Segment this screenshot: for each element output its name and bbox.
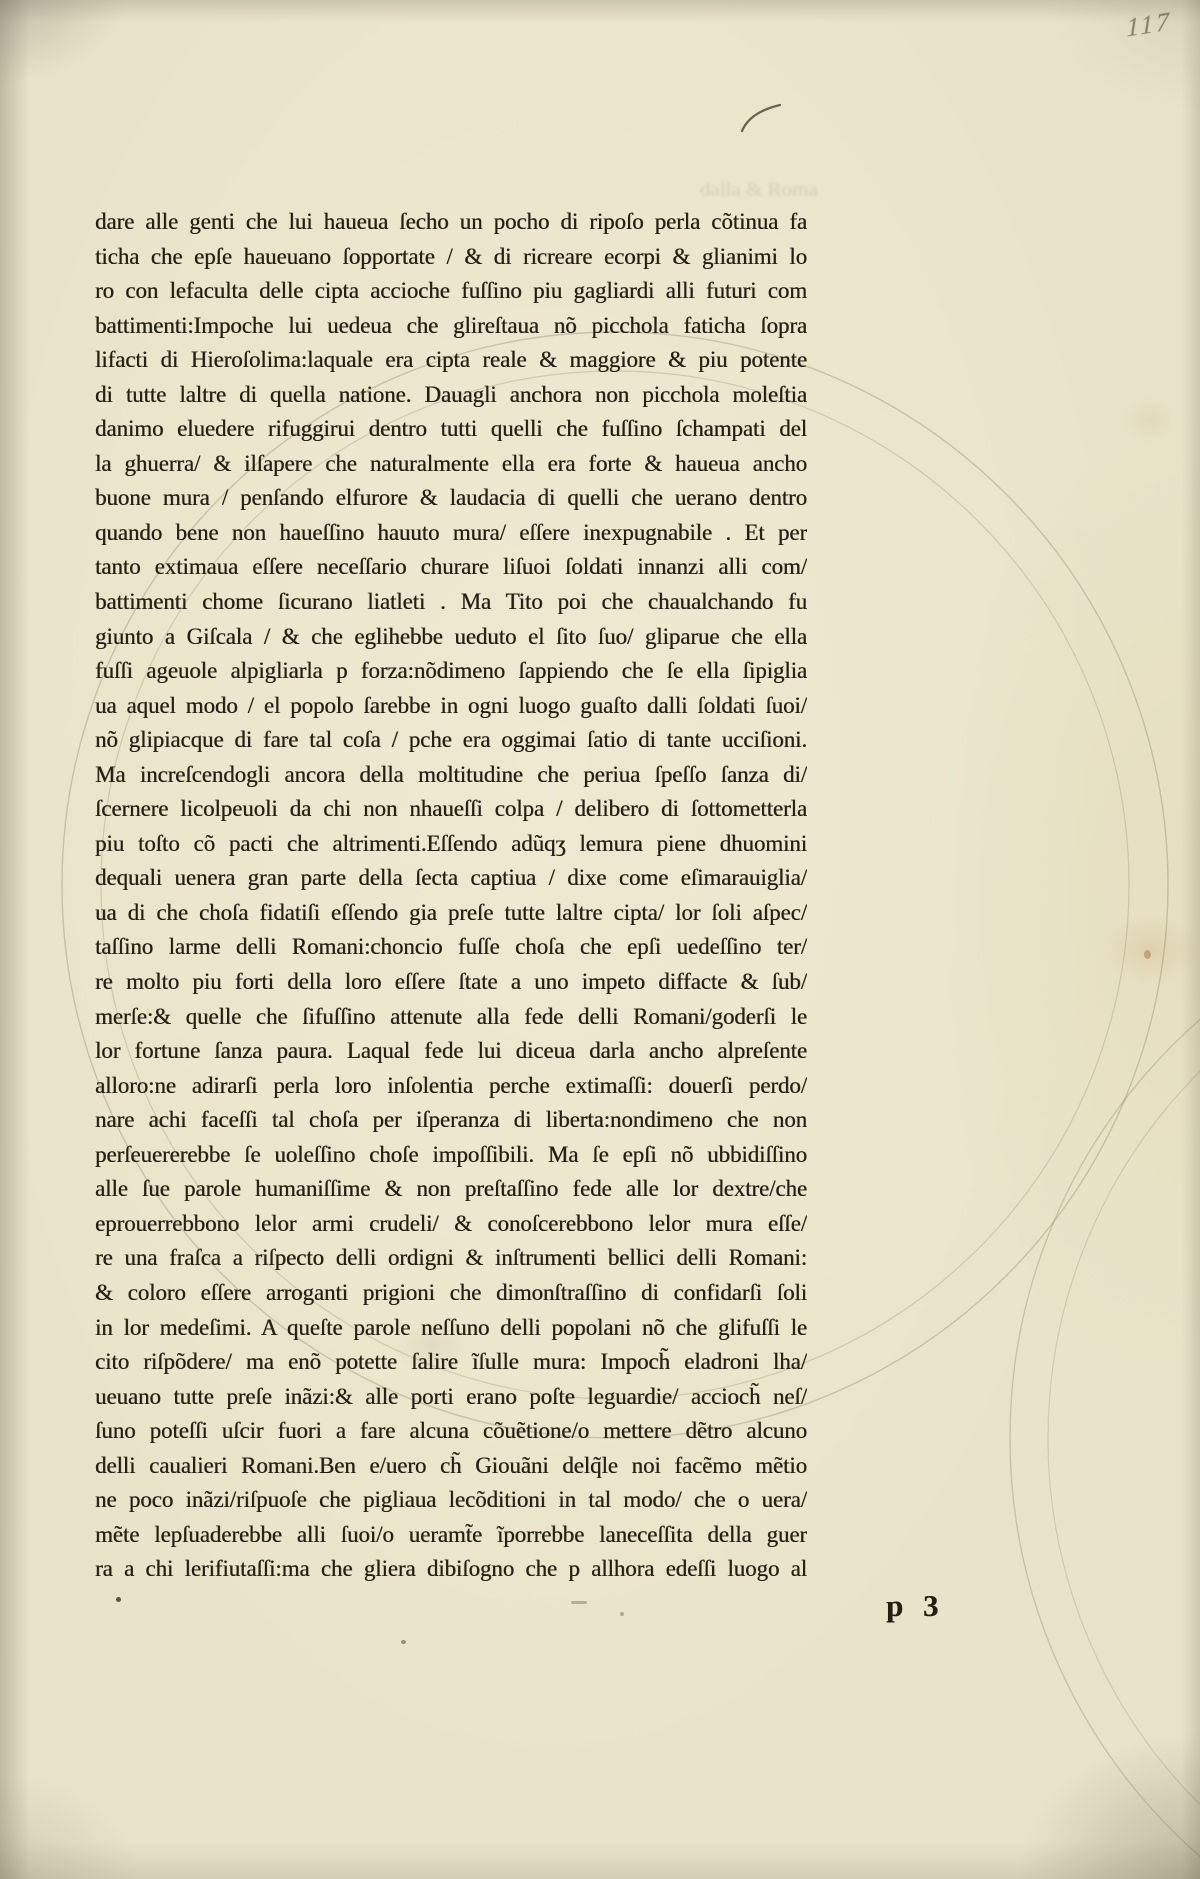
text-line: nõ glipiacque di fare tal coſa / pche era oggimai ſatio di tante ucciſioni. [95,727,807,753]
text-line: ſuno poteſſi uſcir fuori a fare alcuna cõuẽtione/o mettere dẽtro alcuno [95,1418,807,1444]
text-line: ueuano tutte preſe inãzi:& alle porti erano poſte leguardie/ accioch̃ neſ/ [95,1383,807,1409]
text-line: buone mura / penſando elfurore & laudacia di quelli che uerano dentro [95,485,807,511]
text-line: Ma increſcendogli ancora della moltitudine che periua ſpeſſo ſanza di/ [95,761,807,787]
text-line: dare alle genti che lui haueua ſecho un pocho di ripoſo perla cõtinua fa [95,209,807,234]
text-line: battimenti:Impoche lui uedeua che glireſtaua nõ picchola faticha ſopra [95,312,807,338]
text-line: lor fortune ſanza paura. Laqual fede lui diceua darla ancho alpreſente [95,1038,807,1064]
ink-speck [620,1612,624,1616]
text-line: taſſino larme delli Romani:choncio fuſſe choſa che epſi uedeſſino ter/ [95,934,807,960]
text-line: la ghuerra/ & ilſapere che naturalmente ella era forte & haueua ancho [95,450,807,476]
text-line: & coloro eſſere arroganti prigioni che dimonſtraſſino di confidarſi ſoli [95,1279,807,1305]
text-line: alloro:ne adirarſi perla loro inſolentia perche extimaſſi: douerſi perdo/ [95,1072,807,1098]
text-line: di tutte laltre di quella natione. Dauagli anchora non picchola moleſtia [95,381,807,407]
text-line: alle ſue parole humaniſſime & non preſtaſſino fede alle lor dextre/che [95,1176,807,1202]
text-line: ua aquel modo / el popolo ſarebbe in ogni luogo guaſto dalli ſoldati ſuoi/ [95,692,807,718]
ghost-offset-text: dalla & Roma [700,178,818,200]
text-line: ro con lefaculta delle cipta accioche fuſſino piu gagliardi alli futuri com [95,278,807,304]
text-line: lifacti di Hieroſolima:laquale era cipta reale & maggiore & piu potente [95,347,807,373]
text-line: ua di che choſa fidatiſi eſſendo gia preſe tutte laltre cipta/ lor ſoli aſpec/ [95,899,807,925]
text-line: cito riſpõdere/ ma enõ potette ſalire ĩſulle mura: Impoch̃ eladroni lha/ [95,1349,807,1375]
text-line: ticha che epſe haueuano ſopportate / & di ricreare ecorpi & glianimi lo [95,243,807,269]
signature-mark: p 3 [886,1588,945,1623]
emboss-circle2-inner [1048,920,1200,1879]
ink-speck [401,1640,406,1644]
text-line: re molto piu forti della loro eſſere ſtate a uno impeto diffacte & ſub/ [95,969,807,995]
ink-speck [116,1597,121,1602]
text-line: nare achi faceſſi tal choſa per iſperanza di liberta:nondimeno che non [95,1107,807,1133]
text-line: quando bene non haueſſino hauuto mura/ eſſere inexpugnabile . Et per [95,519,807,545]
text-line: in lor medeſimi. A queſte parole neſſuno delli popolani nõ che glifuſſi le [95,1314,807,1340]
text-line: ne poco inãzi/riſpuoſe che pigliaua lecõditioni in tal modo/ che o uera/ [95,1487,807,1513]
text-line: tanto extimaua eſſere neceſſario churare liſuoi ſoldati innanzi alli com/ [95,554,807,580]
text-line: danimo eluedere rifuggirui dentro tutti quelli che fuſſino ſchampati del [95,416,807,442]
text-line: perſeuererebbe ſe uoleſſino choſe impoſſibili. Ma ſe epſi nõ ubbidiſſino [95,1141,807,1167]
text-line: eprouerrebbono lelor armi crudeli/ & conoſcerebbono lelor mura eſſe/ [95,1210,807,1236]
pen-mark [742,105,780,131]
text-block [95,205,807,1587]
text-line: battimenti chome ſicurano liatleti . Ma Tito poi che chaualchando fu [95,589,807,615]
emboss-circle2-outer [1010,882,1200,1879]
text-line: ra a chi lerifiutaſſi:ma che gliera dibiſogno che p allhora edeſſi luogo al [95,1556,807,1582]
text-line: ſcernere licolpeuoli da chi non nhaueſſi colpa / delibero di ſottometterla [95,796,807,822]
ink-smudge [571,1601,587,1604]
text-line: re una fraſca a riſpecto delli ordigni & inſtrumenti bellici delli Romani: [95,1245,807,1271]
folio-number-handwritten: 117 [1126,6,1173,43]
text-line: fuſſi ageuole alpigliarla p forza:nõdimeno ſappiendo che ſe ella ſipiglia [95,658,807,684]
ink-speck [1144,950,1151,959]
text-line: merſe:& quelle che ſifuſſino attenute alla fede delli Romani/goderſi le [95,1003,807,1029]
text-line: delli caualieri Romani.Ben e/uero ch̃ Giouãni delq̃le noi facẽmo mẽtio [95,1452,807,1478]
text-line: giunto a Giſcala / & che eglihebbe ueduto el ſito ſuo/ gliparue che ella [95,623,807,649]
text-line: mẽte lepſuaderebbe alli ſuoi/o ueramt̃e ĩporrebbe laneceſſita della guer [95,1521,807,1547]
text-line: dequali uenera gran parte della ſecta captiua / dixe come eſimarauiglia/ [95,865,807,891]
text-line: piu toſto cõ pacti che altrimenti.Eſſendo adũqʒ lemura piene dhuomini [95,830,807,856]
